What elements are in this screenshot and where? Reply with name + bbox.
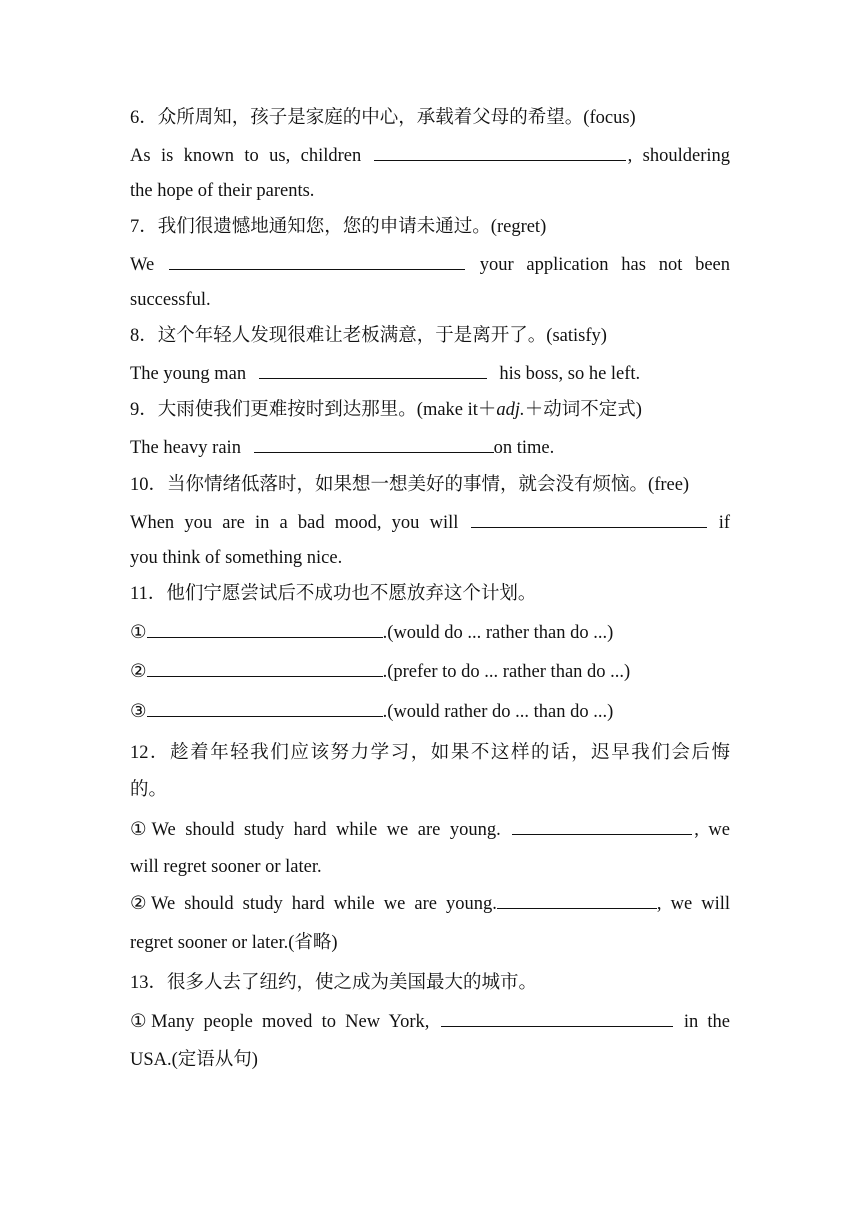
q6-prompt	[130, 106, 730, 130]
q12-sub2-before: ②We should study hard while we are young.	[130, 894, 497, 914]
q11-sub3-mark: ③	[130, 702, 147, 722]
q7-en-before: We	[130, 255, 155, 275]
q11-sub3-hint: .(would rather do ... than do ...)	[382, 702, 614, 722]
q11-sub2-blank[interactable]	[147, 660, 383, 677]
q11-chinese: 他们宁愿尝试后不成功也不愿放弃这个计划。	[166, 584, 537, 604]
q8-chinese: 这个年轻人发现很难让老板满意，于是离开了。	[157, 326, 547, 346]
q12-prompt-line2: 的。	[130, 780, 168, 800]
q10-hint: (free)	[648, 475, 690, 495]
q11-sub1-mark: ①	[130, 623, 147, 643]
q12-number: 12．	[130, 743, 171, 763]
q6-en-after: , shouldering	[627, 146, 730, 166]
q10-number: 10．	[130, 475, 168, 495]
q10-english-line1	[130, 511, 730, 535]
q13-chinese: 很多人去了纽约，使之成为美国最大的城市。	[167, 973, 538, 993]
q6-chinese: 众所周知，孩子是家庭的中心，承载着父母的希望。	[157, 108, 584, 128]
q13-sub1-blank[interactable]	[441, 1010, 673, 1027]
q10-en-before: When you are in a bad mood, you will	[130, 513, 459, 533]
q12-chinese-line1: 趁着年轻我们应该努力学习，如果不这样的话，迟早我们会后悔	[170, 743, 730, 763]
q9-english-line1	[130, 436, 730, 460]
q9-en-after: on time.	[493, 438, 555, 458]
q6-english-line2: the hope of their parents.	[130, 181, 315, 201]
q6-number: 6．	[130, 108, 158, 128]
q11-sub1	[130, 621, 730, 645]
q11-sub3	[130, 700, 730, 724]
q10-en-after: if	[718, 513, 730, 533]
q6-answer-blank[interactable]	[374, 144, 626, 161]
q9-hint-post: ＋动词不定式)	[524, 400, 642, 420]
q8-en-before: The young man	[130, 364, 247, 384]
q10-english-line2: you think of something nice.	[130, 548, 343, 568]
q9-prompt	[130, 398, 730, 422]
q11-sub3-blank[interactable]	[147, 700, 383, 717]
q7-number: 7．	[130, 217, 158, 237]
q12-sub2-after: , we will	[656, 894, 730, 914]
q7-prompt	[130, 215, 730, 239]
q6-english-line1	[130, 144, 730, 168]
q11-sub2	[130, 660, 730, 684]
q7-english-line2: successful.	[130, 290, 211, 310]
q12-sub1-after: , we	[694, 820, 730, 840]
q11-sub2-mark: ②	[130, 662, 147, 682]
q8-hint: (satisfy)	[546, 326, 607, 346]
q13-prompt	[130, 971, 730, 995]
q13-sub1-line2: USA.(定语从句)	[130, 1050, 258, 1070]
q7-english-line1	[130, 253, 730, 277]
q13-sub1-after: in the	[683, 1012, 731, 1032]
q8-english-line1	[130, 362, 730, 386]
q11-sub1-blank[interactable]	[147, 621, 383, 638]
q10-answer-blank[interactable]	[471, 511, 707, 528]
q13-sub1-before: ①Many people moved to New York,	[130, 1012, 430, 1032]
q11-sub2-hint: .(prefer to do ... rather than do ...)	[382, 662, 631, 682]
q11-number: 11．	[130, 584, 167, 604]
q8-answer-blank[interactable]	[259, 362, 487, 379]
q9-hint-pre: (make it＋	[416, 400, 497, 420]
q9-chinese: 大雨使我们更难按时到达那里。	[157, 400, 417, 420]
q13-sub1-line1	[130, 1010, 730, 1034]
q12-prompt-line1	[130, 741, 730, 765]
q7-hint: (regret)	[490, 217, 547, 237]
q8-en-after: his boss, so he left.	[499, 364, 641, 384]
q6-hint: (focus)	[583, 108, 636, 128]
q8-prompt	[130, 324, 730, 348]
q9-answer-blank[interactable]	[254, 436, 494, 453]
q9-number: 9．	[130, 400, 158, 420]
q11-prompt	[130, 582, 730, 606]
q11-sub1-hint: .(would do ... rather than do ...)	[382, 623, 614, 643]
q12-sub1-before: ①We should study hard while we are young.	[130, 820, 501, 840]
q12-sub1-line2: will regret sooner or later.	[130, 857, 322, 877]
q7-chinese: 我们很遗憾地通知您，您的申请未通过。	[157, 217, 491, 237]
q7-en-after: your application has not been	[479, 255, 731, 275]
q9-en-before: The heavy rain	[130, 438, 241, 458]
q12-sub2-blank[interactable]	[497, 892, 657, 909]
q12-sub2-line2: regret sooner or later.(省略)	[130, 933, 338, 953]
q10-prompt	[130, 473, 730, 497]
q8-number: 8．	[130, 326, 158, 346]
q12-sub1-blank[interactable]	[512, 818, 692, 835]
q12-sub1-line1	[130, 818, 730, 842]
q10-chinese: 当你情绪低落时，如果想一想美好的事情，就会没有烦恼。	[167, 475, 649, 495]
q7-answer-blank[interactable]	[169, 253, 465, 270]
q12-sub2-line1	[130, 892, 730, 916]
q6-en-before: As is known to us, children	[130, 146, 362, 166]
q13-number: 13．	[130, 973, 168, 993]
q9-hint-adj: adj.	[496, 400, 525, 420]
